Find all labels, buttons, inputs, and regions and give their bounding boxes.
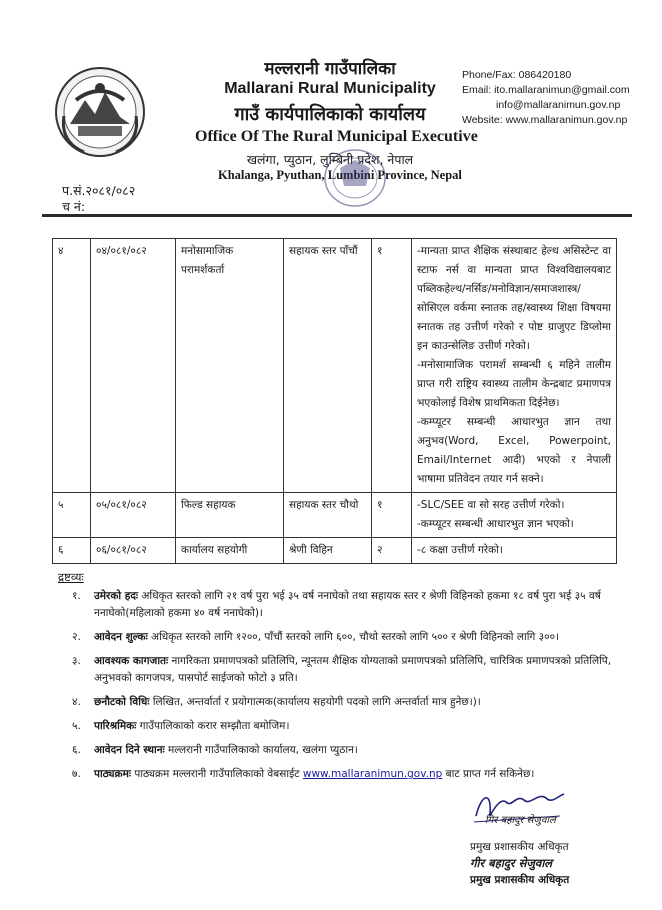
office-name-en: Mallarani Rural Municipality bbox=[224, 80, 436, 97]
post-cell: कार्यालय सहयोगी bbox=[176, 538, 284, 564]
table-row bbox=[53, 493, 617, 538]
post-cell: मनोसामाजिक परामर्शकर्ता bbox=[176, 239, 284, 493]
list-item bbox=[72, 588, 632, 622]
note-text: अधिकृत स्तरको लागि १२००, पाँचौं स्तरको लागि ६००, चौथो स्तरको लागि ५०० र श्रेणी विहिनको लागि ३००। bbox=[147, 631, 560, 643]
requirement-text: -कम्प्यूटर सम्बन्धी आधारभुत ज्ञान तथा अनुभव(Word, Excel, Powerpoint, Email/Internet आदी) भएको र नेपाली भाषामा प्रतिवेदन तयार गर्न सक्ने। bbox=[417, 416, 611, 485]
count-cell: १ bbox=[372, 239, 412, 493]
signatory-title-stamp: प्रमुख प्रशासकीय अधिकृत bbox=[470, 874, 570, 886]
list-item bbox=[72, 766, 632, 783]
patra-sankhya: प.सं.२०८१/०८२ bbox=[62, 183, 136, 198]
website-link[interactable]: www.mallaranimun.gov.np bbox=[302, 768, 443, 780]
count-cell: २ bbox=[372, 538, 412, 564]
note-number: ६. bbox=[72, 744, 81, 756]
sn-cell: ५ bbox=[53, 493, 91, 538]
office-name-np: मल्लरानी गाउँपालिका bbox=[264, 59, 396, 79]
note-text: गाउँपालिकाको करार सम्झौता बमोजिम। bbox=[136, 720, 290, 732]
note-label: उमेरको हदः bbox=[94, 590, 139, 602]
list-item bbox=[72, 694, 632, 711]
list-item bbox=[72, 653, 632, 687]
executive-office-np: गाउँ कार्यपालिकाको कार्यालय bbox=[234, 104, 426, 125]
note-label: पाठ्यक्रमः bbox=[94, 768, 132, 780]
sn-cell: ६ bbox=[53, 538, 91, 564]
note-text: अधिकृत स्तरको लागि २१ वर्ष पुरा भई ३५ वर्ष ननाघेको तथा सहायक स्तर र श्रेणी विहिनको हकमा १८ वर्ष पुरा भई ३५ वर्ष ननाघेको(महिलाको हकमा ४० वर्ष ननाघेको)। bbox=[94, 590, 601, 619]
address-en: Khalanga, Pyuthan, Lumbini Province, Nepal bbox=[218, 168, 462, 182]
requirements-cell bbox=[412, 538, 617, 564]
phone-fax: Phone/Fax: 086420180 bbox=[462, 69, 572, 81]
note-number: ५. bbox=[72, 720, 81, 732]
signatory-name: गीर बहादुर सेजुवाल bbox=[470, 856, 553, 870]
header-divider bbox=[42, 214, 632, 217]
sn-cell: ४ bbox=[53, 239, 91, 493]
table-row bbox=[53, 239, 617, 493]
note-label: पारिश्रमिकः bbox=[94, 720, 137, 732]
requirements-cell bbox=[412, 239, 617, 493]
requirement-text: -८ कक्षा उत्तीर्ण गरेको। bbox=[417, 544, 503, 556]
executive-office-en: Office Of The Rural Municipal Executive bbox=[195, 128, 478, 145]
code-cell: ०६/०८१/०८२ bbox=[91, 538, 176, 564]
note-number: ४. bbox=[72, 696, 81, 708]
notes-heading: द्रष्टव्यः bbox=[58, 570, 84, 584]
office-seal-stamp bbox=[300, 138, 410, 218]
table-row bbox=[53, 538, 617, 564]
note-label: आवेदन शुल्कः bbox=[94, 631, 148, 643]
vacancy-table bbox=[52, 238, 617, 564]
level-cell: सहायक स्तर पाँचौं bbox=[284, 239, 372, 493]
requirement-text: -SLC/SEE वा सो सरह उत्तीर्ण गरेको। bbox=[417, 499, 565, 511]
note-text: नागरिकता प्रमाणपत्रको प्रतिलिपि, न्यूनतम शैक्षिक योग्यताको प्रमाणपत्रको प्रतिलिपि, चारित्रिक प्रमाणपत्रको प्रतिलिपि, अनुभवको कागजपत्र, पासपोर्ट साईजको फोटो ३ प्रति। bbox=[94, 655, 612, 684]
list-item bbox=[72, 718, 632, 735]
list-item bbox=[72, 742, 632, 759]
signature-name-handwritten: गिर बहादुर सेजुवाल bbox=[485, 815, 556, 826]
website: Website: www.mallaranimun.gov.np bbox=[462, 114, 628, 126]
email-primary: Email: ito.mallaranimun@gmail.com bbox=[462, 84, 630, 96]
requirements-cell bbox=[412, 493, 617, 538]
note-text: मल्लरानी गाउँपालिकाको कार्यालय, खलंगा प्युठान। bbox=[164, 744, 358, 756]
note-label: आवेदन दिने स्थानः bbox=[94, 744, 165, 756]
note-label: आवश्यक कागजातः bbox=[94, 655, 169, 667]
level-cell: श्रेणी विहिन bbox=[284, 538, 372, 564]
note-label: छनौटको विधिः bbox=[94, 696, 150, 708]
note-text: पाठ्यक्रम मल्लरानी गाउँपालिकाको वेबसाईट bbox=[131, 768, 303, 780]
list-item bbox=[72, 629, 632, 646]
note-number: ७. bbox=[72, 768, 81, 780]
note-number: २. bbox=[72, 631, 81, 643]
note-text: लिखित, अन्तर्वार्ता र प्रयोगात्मक(कार्यालय सहयोगी पदको लागि अन्तर्वार्ता मात्र हुनेछ।)। bbox=[149, 696, 481, 708]
level-cell: सहायक स्तर चौथो bbox=[284, 493, 372, 538]
note-number: ३. bbox=[72, 655, 81, 667]
requirement-text: -मान्यता प्राप्त शैक्षिक संस्थाबाट हेल्थ असिस्टेन्ट वा स्टाफ नर्स वा मान्यता प्राप्त विश्वविद्यालयबाट पब्लिकहेल्थ/नर्सिङ/मनोविज्ञान/समाजशास्त्र/सोसिएल वर्कमा स्नातक तह/स्वास्थ्य शिक्षा विषयमा स्नातक तह उत्तीर्ण गरेको र पोष्ट ग्राजुएट डिप्लोमा इन काउन्सेलिङ उत्तीर्ण गरेको। bbox=[417, 245, 611, 352]
code-cell: ०५/०८१/०८२ bbox=[91, 493, 176, 538]
email-secondary: info@mallaranimun.gov.np bbox=[496, 99, 621, 111]
chalani-number: च नं: bbox=[62, 199, 86, 214]
signatory-title: प्रमुख प्रशासकीय अधिकृत bbox=[470, 841, 569, 853]
contact-block bbox=[462, 68, 630, 128]
notes-list bbox=[72, 588, 632, 790]
note-text: बाट प्राप्त गर्न सकिनेछ। bbox=[442, 768, 535, 780]
post-cell: फिल्ड सहायक bbox=[176, 493, 284, 538]
municipality-logo bbox=[50, 62, 150, 162]
note-number: १. bbox=[72, 590, 81, 602]
code-cell: ०४/०८१/०८२ bbox=[91, 239, 176, 493]
address-np: खलंगा, प्युठान, लुम्बिनी प्रदेश, नेपाल bbox=[246, 152, 414, 167]
requirement-text: -मनोसामाजिक परामर्श सम्बन्धी ६ महिने तालीम प्राप्त गरी राष्ट्रिय स्वास्थ्य तालीम केन्द्रबाट प्रमाणपत्र भएकोलाई विशेष प्राथमिकता दिईनेछ। bbox=[417, 359, 611, 409]
requirement-text: -कम्प्यूटर सम्बन्धी आधारभुत ज्ञान भएको। bbox=[417, 518, 574, 530]
count-cell: १ bbox=[372, 493, 412, 538]
